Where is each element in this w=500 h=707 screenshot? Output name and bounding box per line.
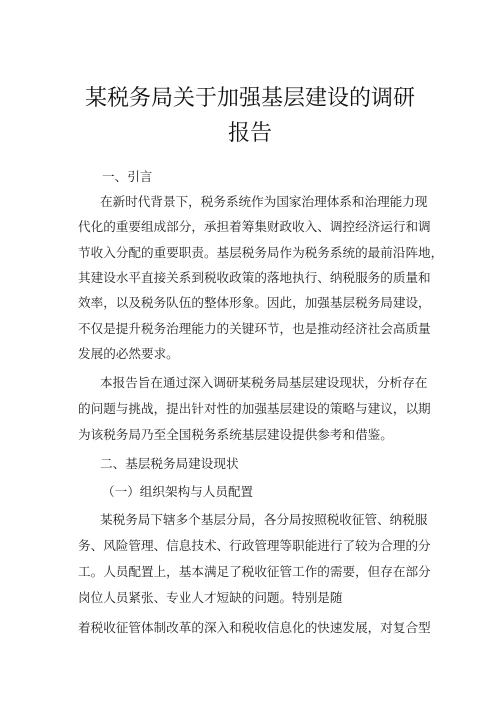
paragraph-line: 节收入分配的重要职责。基层税务局作为税务系统的最前沿阵地， — [78, 245, 444, 260]
subsection-heading-organization: （一）组织架构与人员配置 — [102, 484, 254, 499]
paragraph-line: 某税务局下辖多个基层分局，各分局按照税收征管、纳税服 — [100, 512, 428, 527]
section-heading-status: 二、基层税务局建设现状 — [100, 456, 239, 471]
document-title-line-1: 某税务局关于加强基层建设的调研 — [84, 86, 415, 111]
paragraph-line: 为该税务局乃至全国税务系统基层建设提供参考和借鉴。 — [78, 427, 393, 442]
paragraph-line: 务、风险管理、信息技术、行政管理等职能进行了较为合理的分 — [78, 538, 431, 553]
document-title-line-2: 报告 — [227, 121, 272, 146]
paragraph-line: 本报告旨在通过深入调研某税务局基层建设现状，分析存在 — [100, 375, 428, 390]
paragraph-line: 发展的必然要求。 — [78, 346, 179, 361]
paragraph-line: 的问题与挑战，提出针对性的加强基层建设的策略与建议，以期 — [78, 401, 431, 416]
paragraph-line: 效率，以及税务队伍的整体形象。因此，加强基层税务局建设， — [78, 295, 431, 310]
paragraph-line: 着税收征管体制改革的深入和税收信息化的快速发展，对复合型 — [78, 620, 431, 635]
paragraph-line: 岗位人员紧张、专业人才短缺的问题。特别是随 — [78, 590, 343, 605]
paragraph-line: 其建设水平直接关系到税收政策的落地执行、纳税服务的质量和 — [78, 270, 431, 285]
paragraph-line: 代化的重要组成部分，承担着筹集财政收入、调控经济运行和调 — [78, 219, 431, 234]
paragraph-line: 不仅是提升税务治理能力的关键环节，也是推动经济社会高质量 — [78, 321, 431, 336]
section-heading-introduction: 一、引言 — [102, 169, 153, 184]
paragraph-line: 工。人员配置上，基本满足了税收征管工作的需要，但存在部分 — [78, 564, 431, 579]
paragraph-line: 在新时代背景下，税务系统作为国家治理体系和治理能力现 — [100, 194, 428, 209]
